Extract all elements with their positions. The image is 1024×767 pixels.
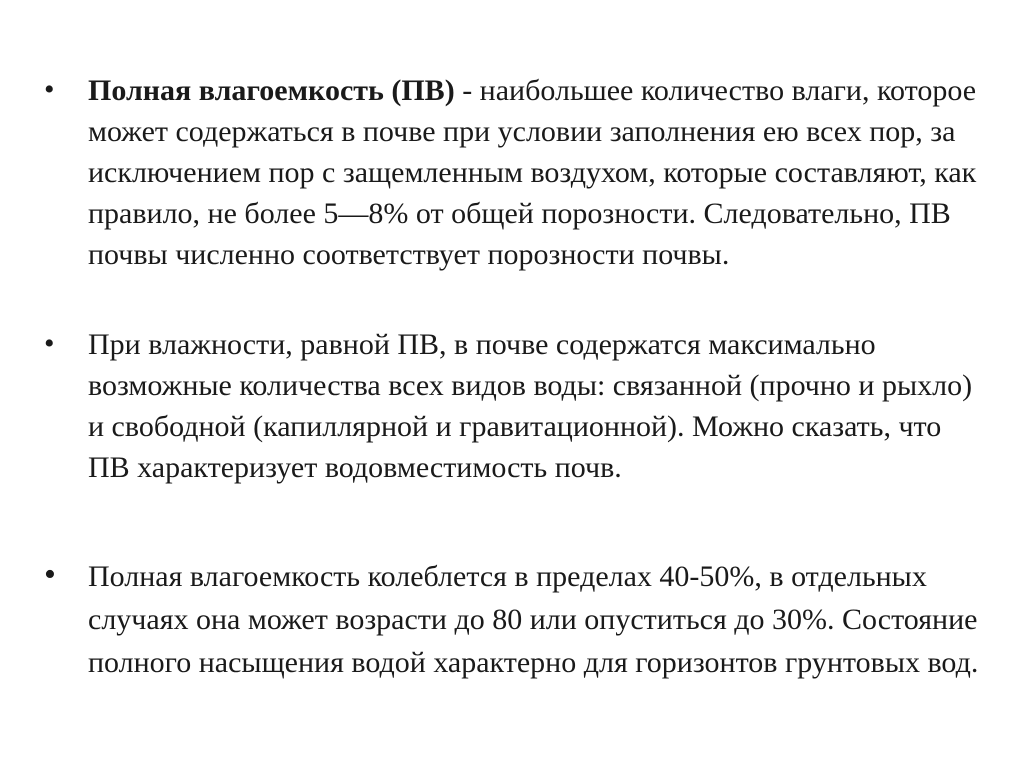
definition-text: - наибольшее количество влаги, которое может содержаться в почве при условии заполнения ею всех пор, за исключением пор с защемленным воздухом, которые составляют, как правило, не более 5—8% от общей порозности. Следовательно, ПВ почвы численно соответствует порозности почвы. xyxy=(88,74,977,271)
bullet-text xyxy=(88,70,988,275)
term-bold: Полная влагоемкость (ПВ) xyxy=(88,74,455,107)
bullet-icon: • xyxy=(44,556,56,593)
bullet-text: При влажности, равной ПВ, в почве содержатся максимально возможные количества всех видов воды: связанной (прочно и рыхло) и свободной (капиллярной и гравитационной). Можно сказать, что ПВ характеризует водовместимость почв. xyxy=(88,328,973,484)
bullet-text: Полная влагоемкость колеблется в пределах 40-50%, в отдельных случаях она может возрасти до 80 или опуститься до 30%. Состояние полного насыщения водой характерно для горизонтов грунтовых вод. xyxy=(88,560,979,679)
bullet-icon: • xyxy=(44,327,55,360)
bullet-icon: • xyxy=(44,73,55,106)
